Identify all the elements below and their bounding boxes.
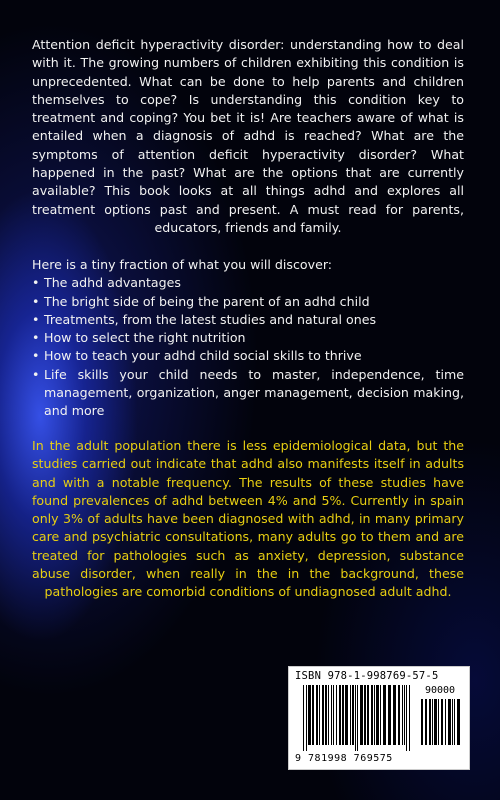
discover-section: [32, 256, 464, 421]
barcode-bar: [429, 699, 431, 745]
discover-item: • How to teach your adhd child social skills to thrive: [32, 347, 464, 365]
isbn-barcode: [288, 666, 470, 770]
barcode-bar: [331, 685, 332, 745]
barcode-bar: [383, 685, 386, 745]
barcode-bar: [342, 685, 344, 745]
barcode-bar: [308, 685, 311, 745]
discover-item: • The adhd advantages: [32, 274, 464, 292]
barcode-bar: [398, 685, 400, 745]
barcode-bar: [336, 685, 337, 745]
barcode-bar: [445, 699, 446, 745]
barcode-bar: [448, 699, 451, 745]
discover-lead: Here is a tiny fraction of what you will discover:: [32, 257, 333, 272]
barcode-bar: [374, 685, 375, 745]
barcode-bar: [380, 685, 381, 745]
barcode-bar: [316, 685, 318, 745]
barcode-bar: [367, 685, 369, 745]
discover-list: [32, 274, 464, 420]
barcode-bar: [434, 699, 437, 745]
barcode-bar: [339, 685, 341, 745]
barcode-bar: [328, 685, 329, 745]
barcode-bar: [454, 699, 455, 745]
barcode-bar: [406, 685, 407, 751]
intro-paragraph: Attention deficit hyperactivity disorder: understanding how to deal with it. The growing numbers of children exhibiting this condition is unprecedented. What can be done to help parents and children themselves to cope? Is understanding this condition key to treatment and coping? You bet it is! Are teachers aware of what is entailed when a diagnosis of adhd is reached? What are the symptoms of attention deficit hyperactivity disorder? What happened in the past? What are the options that are currently available? This book looks at all things adhd and explores all treatment options past and present. A must read for parents, educators, friends and family.: [32, 37, 464, 235]
barcode-bar: [409, 685, 410, 751]
barcode-bar: [402, 685, 403, 745]
barcode-bar: [306, 685, 307, 751]
barcode-bar: [421, 699, 423, 745]
barcode-bar: [345, 685, 348, 745]
barcode-bar: [425, 699, 427, 745]
barcode-bar: [312, 685, 314, 745]
barcode-bar: [352, 685, 354, 745]
barcode-bar: [360, 685, 363, 745]
barcode-bar: [376, 685, 379, 745]
discover-item: • The bright side of being the parent of an adhd child: [32, 293, 464, 311]
addon-barcode-bars: [421, 699, 463, 751]
ean-digits: 9 781998 769575: [295, 753, 393, 764]
addon-digits: 90000: [424, 685, 456, 696]
barcode-bar: [441, 699, 443, 745]
barcode-bar: [303, 685, 304, 751]
barcode-bar: [388, 685, 391, 745]
barcode-bar: [355, 685, 356, 751]
barcode-bar: [404, 685, 405, 745]
ean-barcode-bars: [303, 685, 415, 751]
barcode-bar: [432, 699, 433, 745]
barcode-bar: [319, 685, 320, 745]
barcode-bar: [333, 685, 334, 745]
discover-item: • Treatments, from the latest studies and natural ones: [32, 311, 464, 329]
isbn-label: ISBN 978-1-998769-57-5: [295, 670, 439, 682]
barcode-bar: [325, 685, 327, 745]
barcode-bar: [457, 699, 460, 745]
barcode-bar: [452, 699, 453, 745]
barcode-bar: [322, 685, 324, 745]
adult-paragraph: In the adult population there is less epidemiological data, but the studies carried out indicate that adhd also manifests itself in adults and with a notable frequency. The results of these studies have found prevalences of adhd between 4% and 5%. Currently in spain only 3% of adults have been diagnosed with adhd, in many primary care and psychiatric consultations, many adults go to them and are treated for pathologies such as anxiety, depression, substance abuse disorder, when really in the in the background, these pathologies are comorbid conditions of undiagnosed adult adhd.: [32, 438, 464, 600]
barcode-bar: [364, 685, 366, 745]
barcode-bar: [350, 685, 351, 745]
barcode-bar: [371, 685, 373, 745]
barcode-bar: [393, 685, 396, 745]
discover-item: • How to select the right nutrition: [32, 329, 464, 347]
discover-item: • Life skills your child needs to master, independence, time management, organization, anger management, decision making, and more: [32, 366, 464, 421]
barcode-bar: [438, 699, 439, 745]
barcode-bar: [357, 685, 358, 751]
